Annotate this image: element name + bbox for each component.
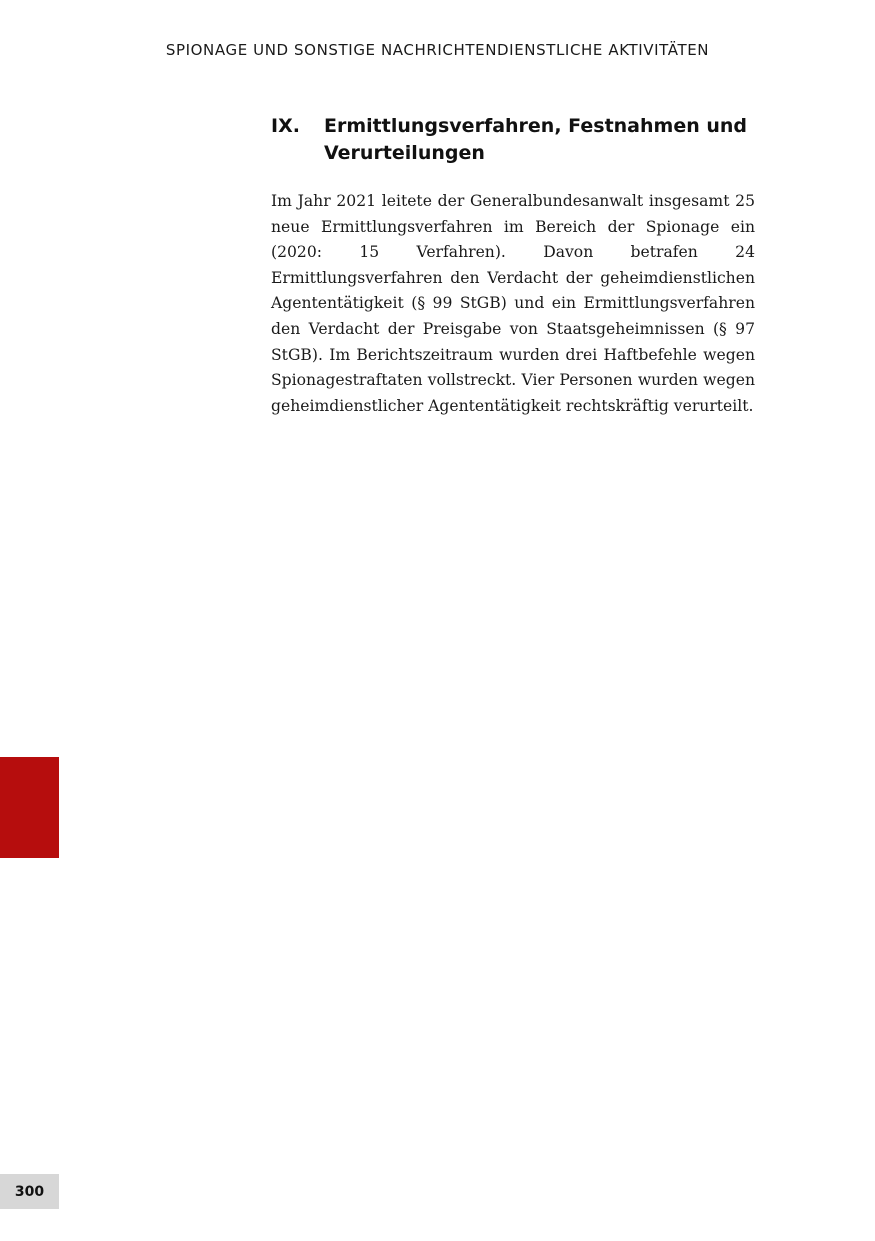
section-number: IX. [271, 115, 300, 137]
section-title: Ermittlungsverfahren, Festnahmen und Verurteilungen [324, 115, 748, 164]
page-number: 300 [0, 1174, 59, 1209]
section-heading [271, 113, 761, 167]
chapter-marker-tab [0, 757, 59, 858]
running-header: SPIONAGE UND SONSTIGE NACHRICHTENDIENSTLICHE AKTIVITÄTEN [165, 41, 710, 59]
body-paragraph: Im Jahr 2021 leitete der Generalbundesanwalt insgesamt 25 neue Ermittlungsverfahren im Bereich der Spionage ein (2020: 15 Verfahren). Davon betrafen 24 Ermittlungsverfahren den Verdacht der geheimdienstlichen Agententätigkeit (§ 99 StGB) und ein Ermittlungsverfahren den Verdacht der Preisgabe von Staatsgeheimnissen (§ 97 StGB). Im Berichtszeitraum wurden drei Haftbefehle wegen Spionagestraftaten vollstreckt. Vier Personen wurden wegen geheimdienstlicher Agententätigkeit rechtskräftig verurteilt. [271, 192, 755, 415]
